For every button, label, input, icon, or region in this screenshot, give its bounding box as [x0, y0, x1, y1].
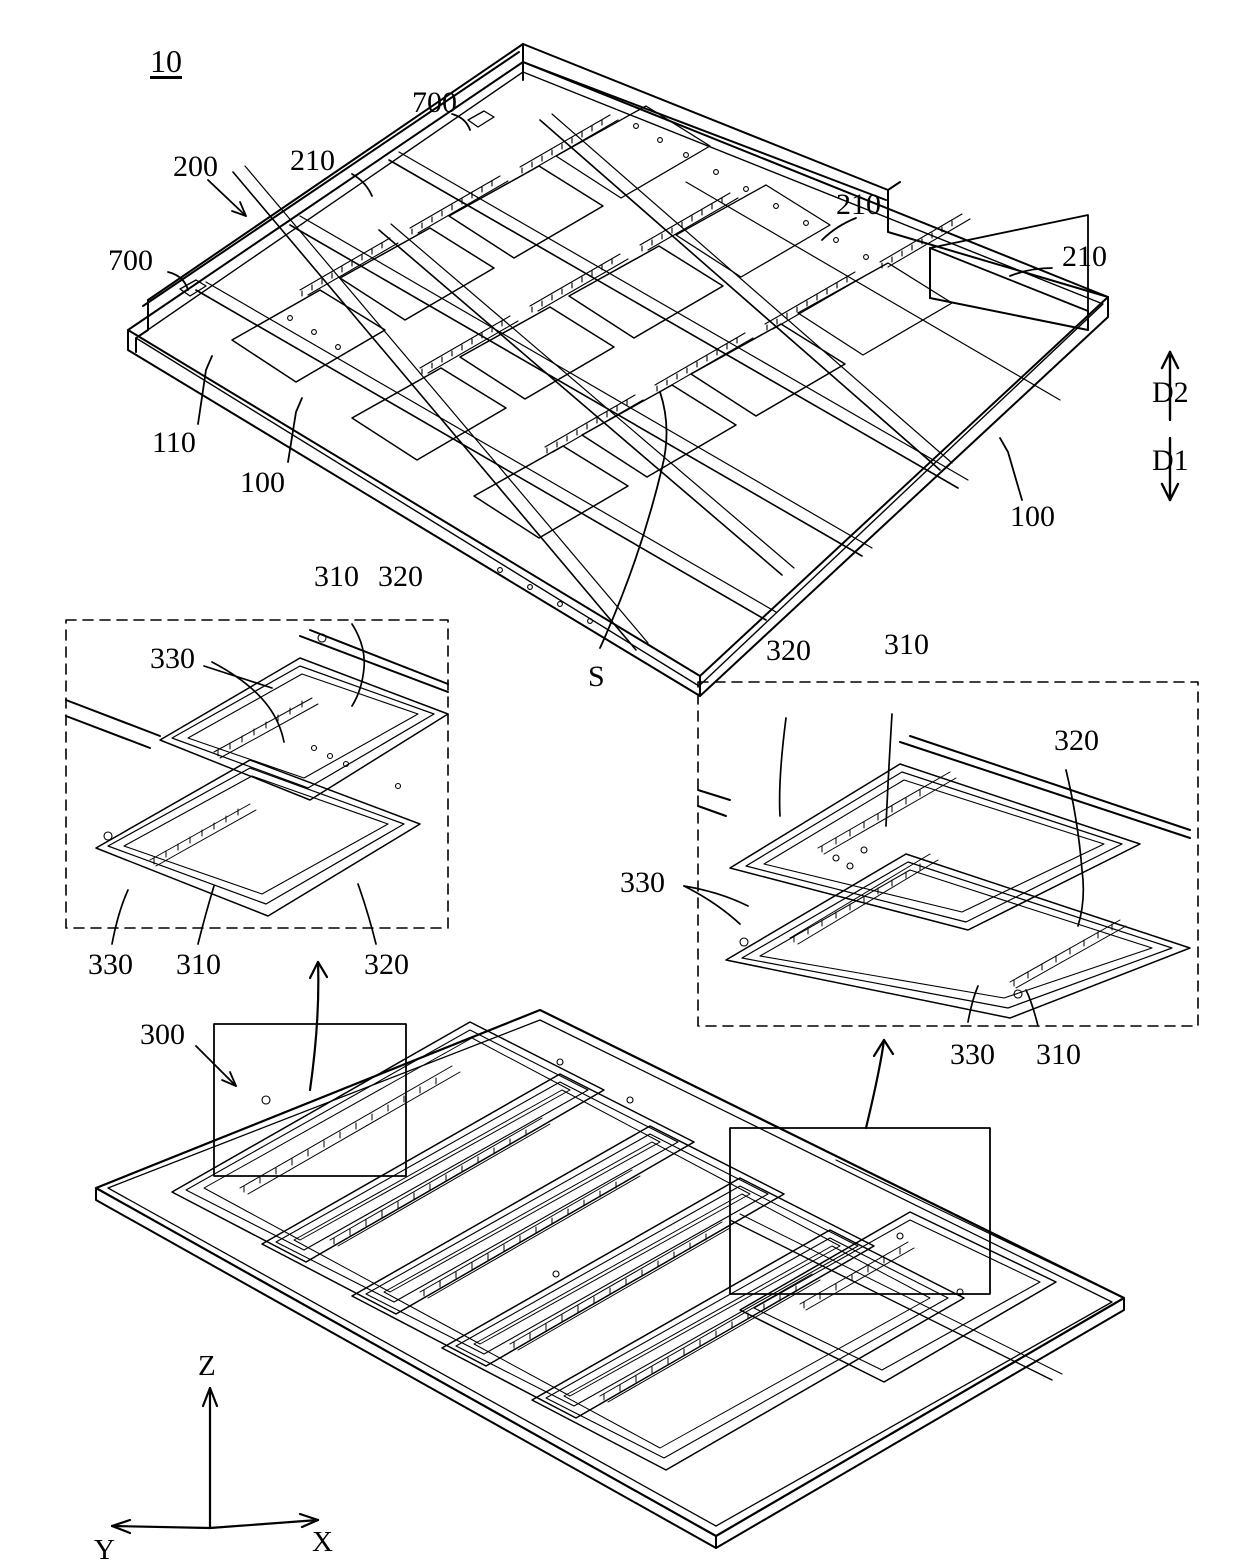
detail-right-callout-320-left: 320: [766, 634, 811, 667]
detail-left-callout-330-bottom: 330: [88, 948, 133, 981]
callout-100-left: 100: [240, 466, 285, 499]
detail-right-callout-310-top: 310: [884, 628, 929, 661]
direction-d2: D2: [1152, 376, 1189, 409]
detail-left-callout-320-bottom: 320: [364, 948, 409, 981]
callout-100-right: 100: [1010, 500, 1055, 533]
direction-d1: D1: [1152, 444, 1189, 477]
callout-210-right: 210: [836, 188, 881, 221]
lower-plate-assembly: [96, 1010, 1124, 1548]
detail-left-callout-330-top: 330: [150, 642, 195, 675]
detail-view-right: [684, 682, 1198, 1128]
axis-label-x: X: [312, 1526, 333, 1558]
detail-view-left: [66, 620, 448, 1090]
detail-right-callout-310-bottom: 310: [1036, 1038, 1081, 1071]
axis-label-y: Y: [94, 1534, 115, 1566]
direction-arrows: [1162, 352, 1178, 500]
detail-left-callout-310-bottom: 310: [176, 948, 221, 981]
callout-700-top: 700: [412, 86, 457, 119]
callout-700-left: 700: [108, 244, 153, 277]
callout-210-top-left: 210: [290, 144, 335, 177]
callout-300: 300: [140, 1018, 185, 1051]
callout-110: 110: [152, 426, 196, 459]
detail-right-callout-330-bottom: 330: [950, 1038, 995, 1071]
callout-200: 200: [173, 150, 218, 183]
section-marker-s: S: [588, 660, 605, 693]
callout-210-flange: 210: [1062, 240, 1107, 273]
detail-right-callout-330-left: 330: [620, 866, 665, 899]
axis-triad: [112, 1388, 318, 1533]
detail-left-callout-320-top: 320: [378, 560, 423, 593]
upper-frame-assembly: [128, 44, 1108, 696]
axis-label-z: Z: [198, 1350, 216, 1382]
detail-left-callout-310-top: 310: [314, 560, 359, 593]
detail-right-callout-320-right: 320: [1054, 724, 1099, 757]
figure-number: 10: [150, 43, 182, 79]
